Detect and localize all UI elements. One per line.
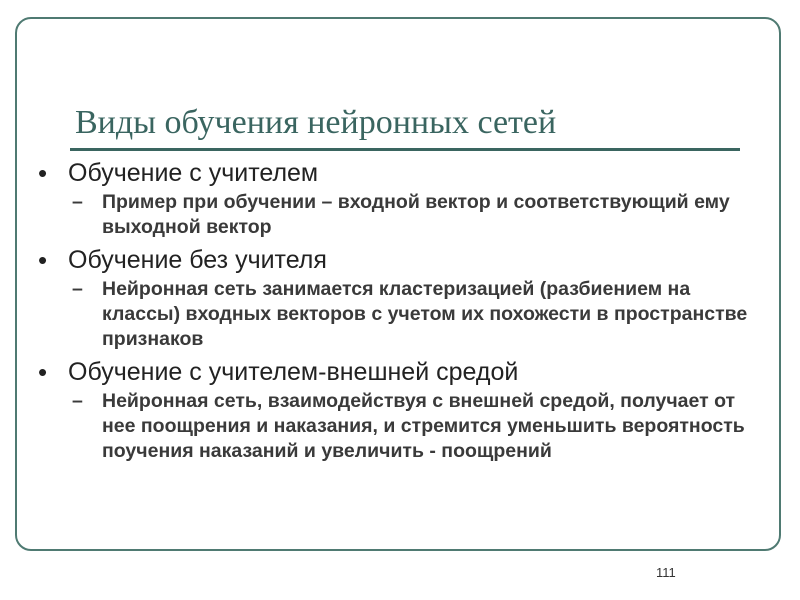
bullet-list	[30, 157, 765, 464]
bullet-marker: •	[38, 158, 48, 188]
sub-marker: –	[72, 390, 83, 412]
sub-list	[68, 277, 765, 352]
slide-title: Виды обучения нейронных сетей	[75, 104, 557, 141]
bullet-marker: •	[38, 245, 48, 275]
sub-marker: –	[72, 191, 83, 213]
bullet-marker: •	[38, 357, 48, 387]
bullet-label: Обучение без учителя	[68, 246, 327, 274]
title-underline	[70, 148, 740, 151]
bullet-item-unsupervised	[30, 244, 765, 352]
sub-item-text: Пример при обучении – входной вектор и соответствующий ему выходной вектор	[102, 191, 730, 238]
sub-item	[68, 277, 765, 352]
sub-item-text: Нейронная сеть, взаимодействуя с внешней средой, получает от нее поощрения и наказания, и стремится уменьшить вероятность поучения наказаний и увеличить - поощрений	[102, 390, 745, 462]
bullet-item-reinforcement	[30, 356, 765, 464]
bullet-label: Обучение с учителем	[68, 159, 319, 187]
page-number: 111	[656, 565, 676, 580]
sub-marker: –	[72, 278, 83, 300]
bullet-item-supervised	[30, 157, 765, 240]
sub-list	[68, 389, 765, 464]
sub-item	[68, 389, 765, 464]
sub-item-text: Нейронная сеть занимается кластеризацией (разбиением на классы) входных векторов с учетом их похожести в пространстве признаков	[102, 278, 748, 350]
sub-list	[68, 190, 765, 240]
bullet-label: Обучение с учителем-внешней средой	[68, 358, 519, 386]
sub-item	[68, 190, 765, 240]
